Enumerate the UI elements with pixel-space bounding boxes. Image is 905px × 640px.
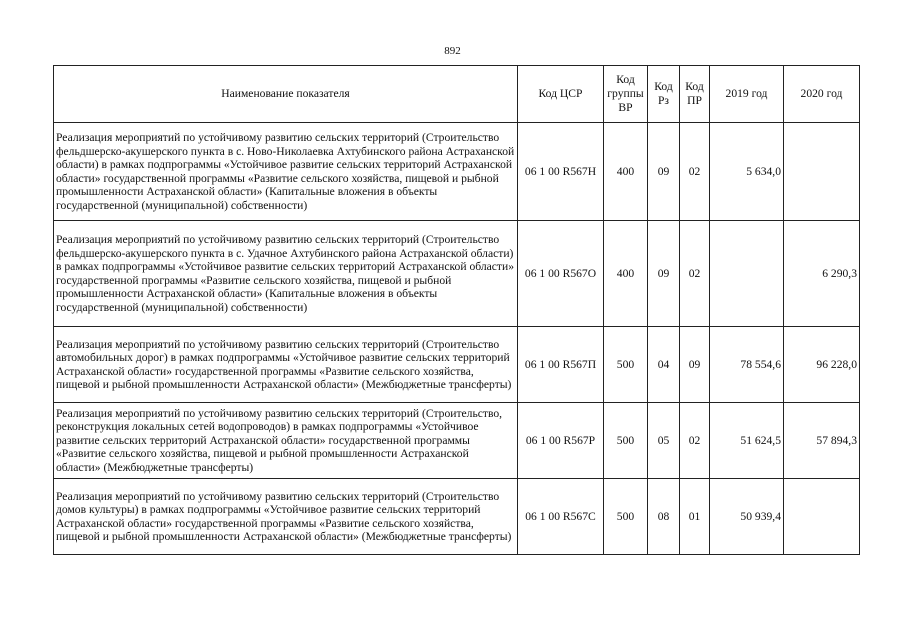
table-row (54, 327, 860, 403)
header-vr-code: Код группы ВР (604, 66, 648, 123)
row-vr-code: 500 (604, 403, 648, 479)
row-csr-code: 06 1 00 R567Р (518, 403, 604, 479)
row-rz-code: 09 (648, 221, 680, 327)
row-name: Реализация мероприятий по устойчивому развитию сельских территорий (Строительство, реконструкция локальных сетей водопроводов) в рамках подпрограммы «Устойчивое развитие сельских территорий Астраханской области» государственной программы «Развитие сельского хозяйства, пищевой и рыбной промышленности Астраханской области» (Межбюджетные трансферты) (54, 403, 518, 479)
table-header-row (54, 66, 860, 123)
row-value-2020: 6 290,3 (784, 221, 860, 327)
row-value-2019: 78 554,6 (710, 327, 784, 403)
row-rz-code: 05 (648, 403, 680, 479)
row-csr-code: 06 1 00 R567П (518, 327, 604, 403)
row-csr-code: 06 1 00 R567С (518, 479, 604, 555)
row-pr-code: 02 (680, 221, 710, 327)
row-vr-code: 400 (604, 221, 648, 327)
row-value-2020: 96 228,0 (784, 327, 860, 403)
row-pr-code: 02 (680, 123, 710, 221)
budget-table (53, 65, 860, 555)
row-pr-code: 02 (680, 403, 710, 479)
row-name: Реализация мероприятий по устойчивому развитию сельских территорий (Строительство фельдшерско-акушерского пункта в с. Удачное Ахтубинского района Астраханской области) в рамках подпрограммы «Устойчивое развитие сельских территорий Астраханской области» государственной программы «Развитие сельского хозяйства, пищевой и рыбной промышленности Астраханской области» (Капитальные вложения в объекты государственной (муниципальной) собственности) (54, 221, 518, 327)
row-value-2019: 5 634,0 (710, 123, 784, 221)
row-value-2019 (710, 221, 784, 327)
header-year-2019: 2019 год (710, 66, 784, 123)
row-name: Реализация мероприятий по устойчивому развитию сельских территорий (Строительство автомобильных дорог) в рамках подпрограммы «Устойчивое развитие сельских территорий Астраханской области» государственной программы «Развитие сельского хозяйства, пищевой и рыбной промышленности Астраханской области» (Межбюджетные трансферты) (54, 327, 518, 403)
header-pr-code: Код ПР (680, 66, 710, 123)
header-year-2020: 2020 год (784, 66, 860, 123)
row-csr-code: 06 1 00 R567Н (518, 123, 604, 221)
header-rz-code: Код Рз (648, 66, 680, 123)
row-value-2019: 50 939,4 (710, 479, 784, 555)
row-vr-code: 500 (604, 327, 648, 403)
row-name: Реализация мероприятий по устойчивому развитию сельских территорий (Строительство фельдшерско-акушерского пункта в с. Ново-Николаевка Ахтубинского района Астраханской области) в рамках подпрограммы «Устойчивое развитие сельских территорий Астраханской области» государственной программы «Развитие сельского хозяйства, пищевой и рыбной промышленности Астраханской области» (Капитальные вложения в объекты государственной (муниципальной) собственности) (54, 123, 518, 221)
row-vr-code: 500 (604, 479, 648, 555)
table-row (54, 479, 860, 555)
row-csr-code: 06 1 00 R567О (518, 221, 604, 327)
table-row (54, 403, 860, 479)
table-row (54, 123, 860, 221)
row-value-2020 (784, 479, 860, 555)
header-name: Наименование показателя (54, 66, 518, 123)
row-rz-code: 08 (648, 479, 680, 555)
row-rz-code: 09 (648, 123, 680, 221)
table-row (54, 221, 860, 327)
row-rz-code: 04 (648, 327, 680, 403)
row-pr-code: 09 (680, 327, 710, 403)
row-pr-code: 01 (680, 479, 710, 555)
page-number: 892 (444, 45, 461, 57)
row-value-2019: 51 624,5 (710, 403, 784, 479)
row-name: Реализация мероприятий по устойчивому развитию сельских территорий (Строительство домов культуры) в рамках подпрограммы «Устойчивое развитие сельских территорий Астраханской области» государственной программы «Развитие сельского хозяйства, пищевой и рыбной промышленности Астраханской области» (Межбюджетные трансферты) (54, 479, 518, 555)
row-value-2020: 57 894,3 (784, 403, 860, 479)
row-vr-code: 400 (604, 123, 648, 221)
row-value-2020 (784, 123, 860, 221)
header-csr-code: Код ЦСР (518, 66, 604, 123)
